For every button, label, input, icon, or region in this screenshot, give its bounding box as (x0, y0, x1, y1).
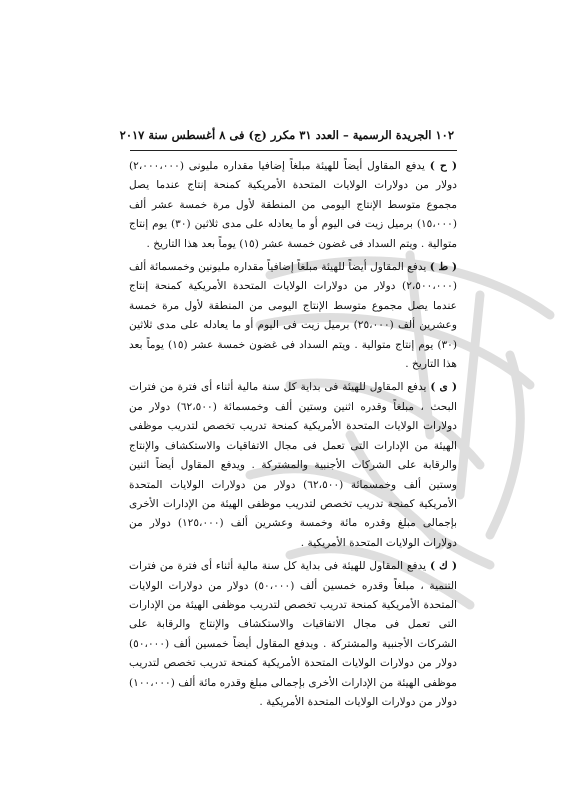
paragraph-marker: ( ح ) (429, 160, 457, 172)
paragraph-marker: ( ى ) (430, 381, 457, 394)
paragraph-t (129, 258, 457, 374)
paragraph-y (129, 378, 457, 553)
paragraph-h (129, 157, 457, 254)
paragraph-text: يدفع المقاول أيضاً للهيئة مبلغاً إضافيا مقداره مليونى (٢،٠٠٠،٠٠٠) دولار من دولارات الولايات المتحدة الأمريكية كمنحة إنتاج عندما يصل مجموع متوسط الإنتاج اليومى من المنطقة لأول مرة خمسة عشر ألف (١٥،٠٠٠) برميل زيت فى اليوم أو ما يعادله على مدى ثلاثين (٣٠) يوم إنتاج متوالية . ويتم السداد فى غضون خمسة عشر (١٥) يوماً بعد هذا التاريخ . (129, 160, 457, 250)
paragraph-k (129, 557, 457, 712)
document-body (129, 157, 457, 712)
header-divider (130, 150, 457, 151)
paragraph-marker: ( ط ) (429, 261, 457, 274)
paragraph-text: يدفع المقاول للهيئة فى بداية كل سنة مالية أثناء أى فترة من فترات البحث ، مبلغاً وقدره اثنين وستين ألف وخمسمائة (٦٢،٥٠٠) دولار من دولارات الولايات المتحدة الأمريكية كمنحة تدريب تخصص لتدريب موظفى الهيئة من الإدارات التى تعمل فى مجال الاتفاقيات والاستكشاف والإنتاج والرقابة على الشركات الأجنبية والمشتركة . ويدفع المقاول أيضاً اثنين وستين ألف وخمسمائة (٦٢،٥٠٠) دولار من دولارات الولايات المتحدة الأمريكية كمنحة تدريب تخصص لتدريب موظفى الهيئة من الإدارات الأخرى بإجمالى مبلغ وقدره مائة وخمسة وعشرين ألف (١٢٥،٠٠٠) دولار من دولارات الولايات المتحدة الأمريكية . (129, 381, 458, 549)
paragraph-text: يدفع المقاول أيضاً للهيئة مبلغاً إضافياً مقداره مليونين وخمسمائة ألف (٢،٥٠٠،٠٠٠) دولار من دولارات الولايات المتحدة الأمريكية كمنحة إنتاج عندما يصل مجموع متوسط الإنتاج اليومى من المنطقة لأول مرة خمسة وعشرين ألف (٢٥،٠٠٠) برميل زيت فى اليوم أو ما يعادله على مدى ثلاثين (٣٠) يوم إنتاج متوالية . ويتم السداد فى غضون خمسة عشر (١٥) يوماً بعد هذا التاريخ . (129, 261, 457, 371)
paragraph-marker: ( ك ) (429, 560, 457, 573)
gazette-header: ١٠٢ الجريدة الرسمية – العدد ٣١ مكرر (ج) فى ٨ أغسطس سنة ٢٠١٧ (119, 128, 454, 142)
paragraph-text: يدفع المقاول للهيئة فى بداية كل سنة مالية أثناء أى فترة من فترات التنمية ، مبلغاً وقدره خمسين ألف (٥٠،٠٠٠) دولار من دولارات الولايات المتحدة الأمريكية كمنحة تدريب تخصص لتدريب موظفى الهيئة من الإدارات التى تعمل فى مجال الاتفاقيات والاستكشاف والإنتاج والرقابة على الشركات الأجنبية والمشتركة . ويدفع المقاول أيضاً خمسين ألف (٥٠،٠٠٠) دولار من دولارات الولايات المتحدة الأمريكية كمنحة تدريب تخصص لتدريب موظفى الهيئة من الإدارات الأخرى بإجمالى مبلغ وقدره مائة ألف (١٠٠،٠٠٠) دولار من دولارات الولايات المتحدة الأمريكية . (129, 560, 458, 708)
